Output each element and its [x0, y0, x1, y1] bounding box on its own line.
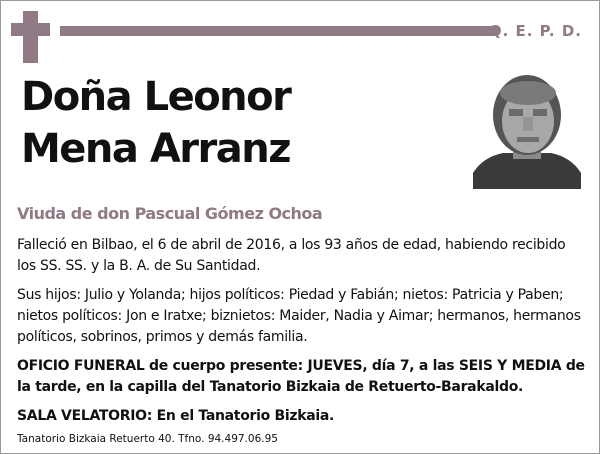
- widow-of-line: Viuda de don Pascual Gómez Ochoa: [17, 204, 323, 223]
- deceased-portrait: [473, 61, 581, 189]
- obituary-body: [17, 235, 587, 435]
- deceased-name-line-1: Doña Leonor: [21, 74, 291, 120]
- funeral-home-footer: Tanatorio Bizkaia Retuerto 40. Tfno. 94.497.06.95: [17, 433, 278, 445]
- death-paragraph: Falleció en Bilbao, el 6 de abril de 2016, a los 93 años de edad, habiendo recibido los SS. SS. y la B. A. de Su Santidad.: [17, 237, 566, 274]
- funeral-paragraph: OFICIO FUNERAL de cuerpo presente: JUEVES, día 7, a las SEIS Y MEDIA de la tarde, en la capilla del Tanatorio Bizkaia de Retuerto-Barakaldo.: [17, 358, 585, 395]
- deceased-name: [21, 71, 290, 175]
- family-paragraph: Sus hijos: Julio y Yolanda; hijos políticos: Piedad y Fabián; nietos: Patricia y Paben; nietos políticos: Jon e Iratxe; biznietos: Maider, Nadia y Aimar; hermanos, hermanos políticos, sobrinos, primos y demás familia.: [17, 287, 581, 345]
- header-rule: [60, 26, 498, 36]
- wake-paragraph: SALA VELATORIO: En el Tanatorio Bizkaia.: [17, 408, 335, 424]
- cross-vertical-bar: [23, 11, 38, 63]
- qepd-label: Q. E. P. D.: [488, 22, 582, 40]
- deceased-name-line-2: Mena Arranz: [21, 126, 290, 172]
- cross-horizontal-bar: [11, 23, 50, 36]
